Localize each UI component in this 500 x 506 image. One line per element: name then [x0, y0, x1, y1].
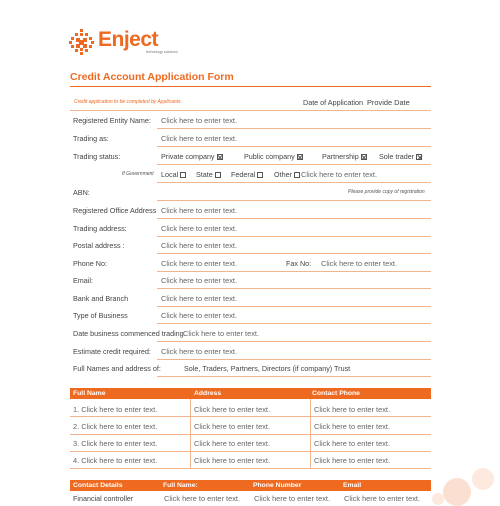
column-header: Email	[343, 482, 362, 489]
trading-status-label: Trading status:	[73, 152, 121, 161]
option-label: Federal	[231, 170, 256, 179]
table-header	[70, 388, 431, 399]
decorative-dot	[472, 468, 494, 490]
option-state[interactable]	[196, 170, 221, 179]
date-label: Date of Application	[303, 98, 363, 107]
contact-role: Financial controller	[73, 494, 134, 503]
option-label: Public company	[244, 152, 295, 161]
postal-address-label: Postal address :	[73, 241, 125, 250]
registered-office-label: Registered Office Address	[73, 206, 157, 215]
trading-address-label: Trading address:	[73, 224, 127, 233]
option-other[interactable]	[274, 170, 300, 179]
completion-note: Credit application to be completed by Applicants.	[74, 99, 182, 105]
bank-input[interactable]: Click here to enter text.	[161, 294, 237, 303]
checkbox[interactable]	[215, 172, 221, 178]
email-input[interactable]: Click here to enter text.	[161, 276, 237, 285]
decorative-dot	[432, 493, 444, 505]
estimate-credit-label: Estimate credit required:	[73, 347, 151, 356]
option-partnership[interactable]	[322, 152, 367, 161]
checkbox-checked[interactable]	[297, 154, 303, 160]
column-header: Address	[194, 390, 222, 397]
table-cell-name[interactable]: 4. Click here to enter text.	[73, 456, 158, 465]
phone-label: Phone No:	[73, 259, 107, 268]
table-cell-address[interactable]: Click here to enter text.	[194, 439, 270, 448]
trading-as-label: Trading as:	[73, 134, 109, 143]
logo	[68, 26, 178, 58]
estimate-credit-input[interactable]: Click here to enter text.	[161, 347, 237, 356]
table-cell-address[interactable]: Click here to enter text.	[194, 405, 270, 414]
option-label: State	[196, 170, 213, 179]
other-input[interactable]: Click here to enter text.	[301, 170, 377, 179]
checkbox[interactable]	[257, 172, 263, 178]
column-header: Phone Number	[253, 482, 302, 489]
registered-office-input[interactable]: Click here to enter text.	[161, 206, 237, 215]
logo-name: Enject	[98, 28, 159, 51]
table-cell-name[interactable]: 1. Click here to enter text.	[73, 405, 158, 414]
date-commenced-label: Date business commenced trading	[73, 329, 184, 338]
postal-address-input[interactable]: Click here to enter text.	[161, 241, 237, 250]
business-type-label: Type of Business	[73, 311, 128, 320]
column-header: Contact Phone	[312, 390, 360, 397]
option-public-company[interactable]	[244, 152, 303, 161]
trading-address-input[interactable]: Click here to enter text.	[161, 224, 237, 233]
checkbox[interactable]	[180, 172, 186, 178]
contact-table-header	[70, 480, 431, 491]
column-header: Full Name	[73, 390, 106, 397]
fax-input[interactable]: Click here to enter text.	[321, 259, 397, 268]
table-cell-phone[interactable]: Click here to enter text.	[314, 405, 390, 414]
table-cell-phone[interactable]: Click here to enter text.	[314, 422, 390, 431]
title-rule	[70, 86, 431, 87]
abn-note: Please provide copy of registration	[348, 189, 425, 195]
column-header: Contact Details	[73, 482, 123, 489]
option-label: Partnership	[322, 152, 359, 161]
fax-label: Fax No:	[286, 259, 312, 268]
logo-mark-icon	[68, 28, 96, 56]
checkbox-checked[interactable]	[416, 154, 422, 160]
table-cell-name[interactable]: 2. Click here to enter text.	[73, 422, 158, 431]
business-type-input[interactable]: Click here to enter text.	[161, 311, 237, 320]
option-label: Other	[274, 170, 292, 179]
email-label: Email:	[73, 276, 93, 285]
option-federal[interactable]	[231, 170, 263, 179]
table-cell-email[interactable]: Click here to enter text.	[344, 494, 420, 503]
logo-tagline: technology solutions	[146, 50, 178, 54]
option-local[interactable]	[161, 170, 186, 179]
full-names-label: Full Names and address of:	[73, 364, 161, 373]
registered-name-input[interactable]: Click here to enter text.	[161, 116, 237, 125]
trading-as-input[interactable]: Click here to enter text.	[161, 134, 237, 143]
option-sole-trader[interactable]	[379, 152, 422, 161]
option-label: Private company	[161, 152, 215, 161]
table-cell-name[interactable]: Click here to enter text.	[164, 494, 240, 503]
table-cell-phone[interactable]: Click here to enter text.	[314, 456, 390, 465]
option-label: Sole trader	[379, 152, 415, 161]
abn-label: ABN:	[73, 188, 90, 197]
checkbox[interactable]	[294, 172, 300, 178]
bank-label: Bank and Branch	[73, 294, 129, 303]
option-private-company[interactable]	[161, 152, 223, 161]
government-note: If Government	[122, 171, 154, 177]
checkbox-checked[interactable]	[361, 154, 367, 160]
table-cell-phone[interactable]: Click here to enter text.	[254, 494, 330, 503]
table-cell-phone[interactable]: Click here to enter text.	[314, 439, 390, 448]
table-cell-name[interactable]: 3. Click here to enter text.	[73, 439, 158, 448]
date-commenced-input[interactable]: Click here to enter text.	[183, 329, 259, 338]
form-title: Credit Account Application Form	[70, 71, 234, 83]
column-header: Full Name:	[163, 482, 198, 489]
date-input[interactable]: Provide Date	[367, 98, 410, 107]
registered-name-label: Registered Entity Name:	[73, 116, 151, 125]
option-label: Local	[161, 170, 179, 179]
checkbox-checked[interactable]	[217, 154, 223, 160]
decorative-dot	[443, 478, 471, 506]
table-cell-address[interactable]: Click here to enter text.	[194, 456, 270, 465]
full-names-value: Sole, Traders, Partners, Directors (if company) Trust	[184, 364, 351, 373]
phone-input[interactable]: Click here to enter text.	[161, 259, 237, 268]
table-cell-address[interactable]: Click here to enter text.	[194, 422, 270, 431]
